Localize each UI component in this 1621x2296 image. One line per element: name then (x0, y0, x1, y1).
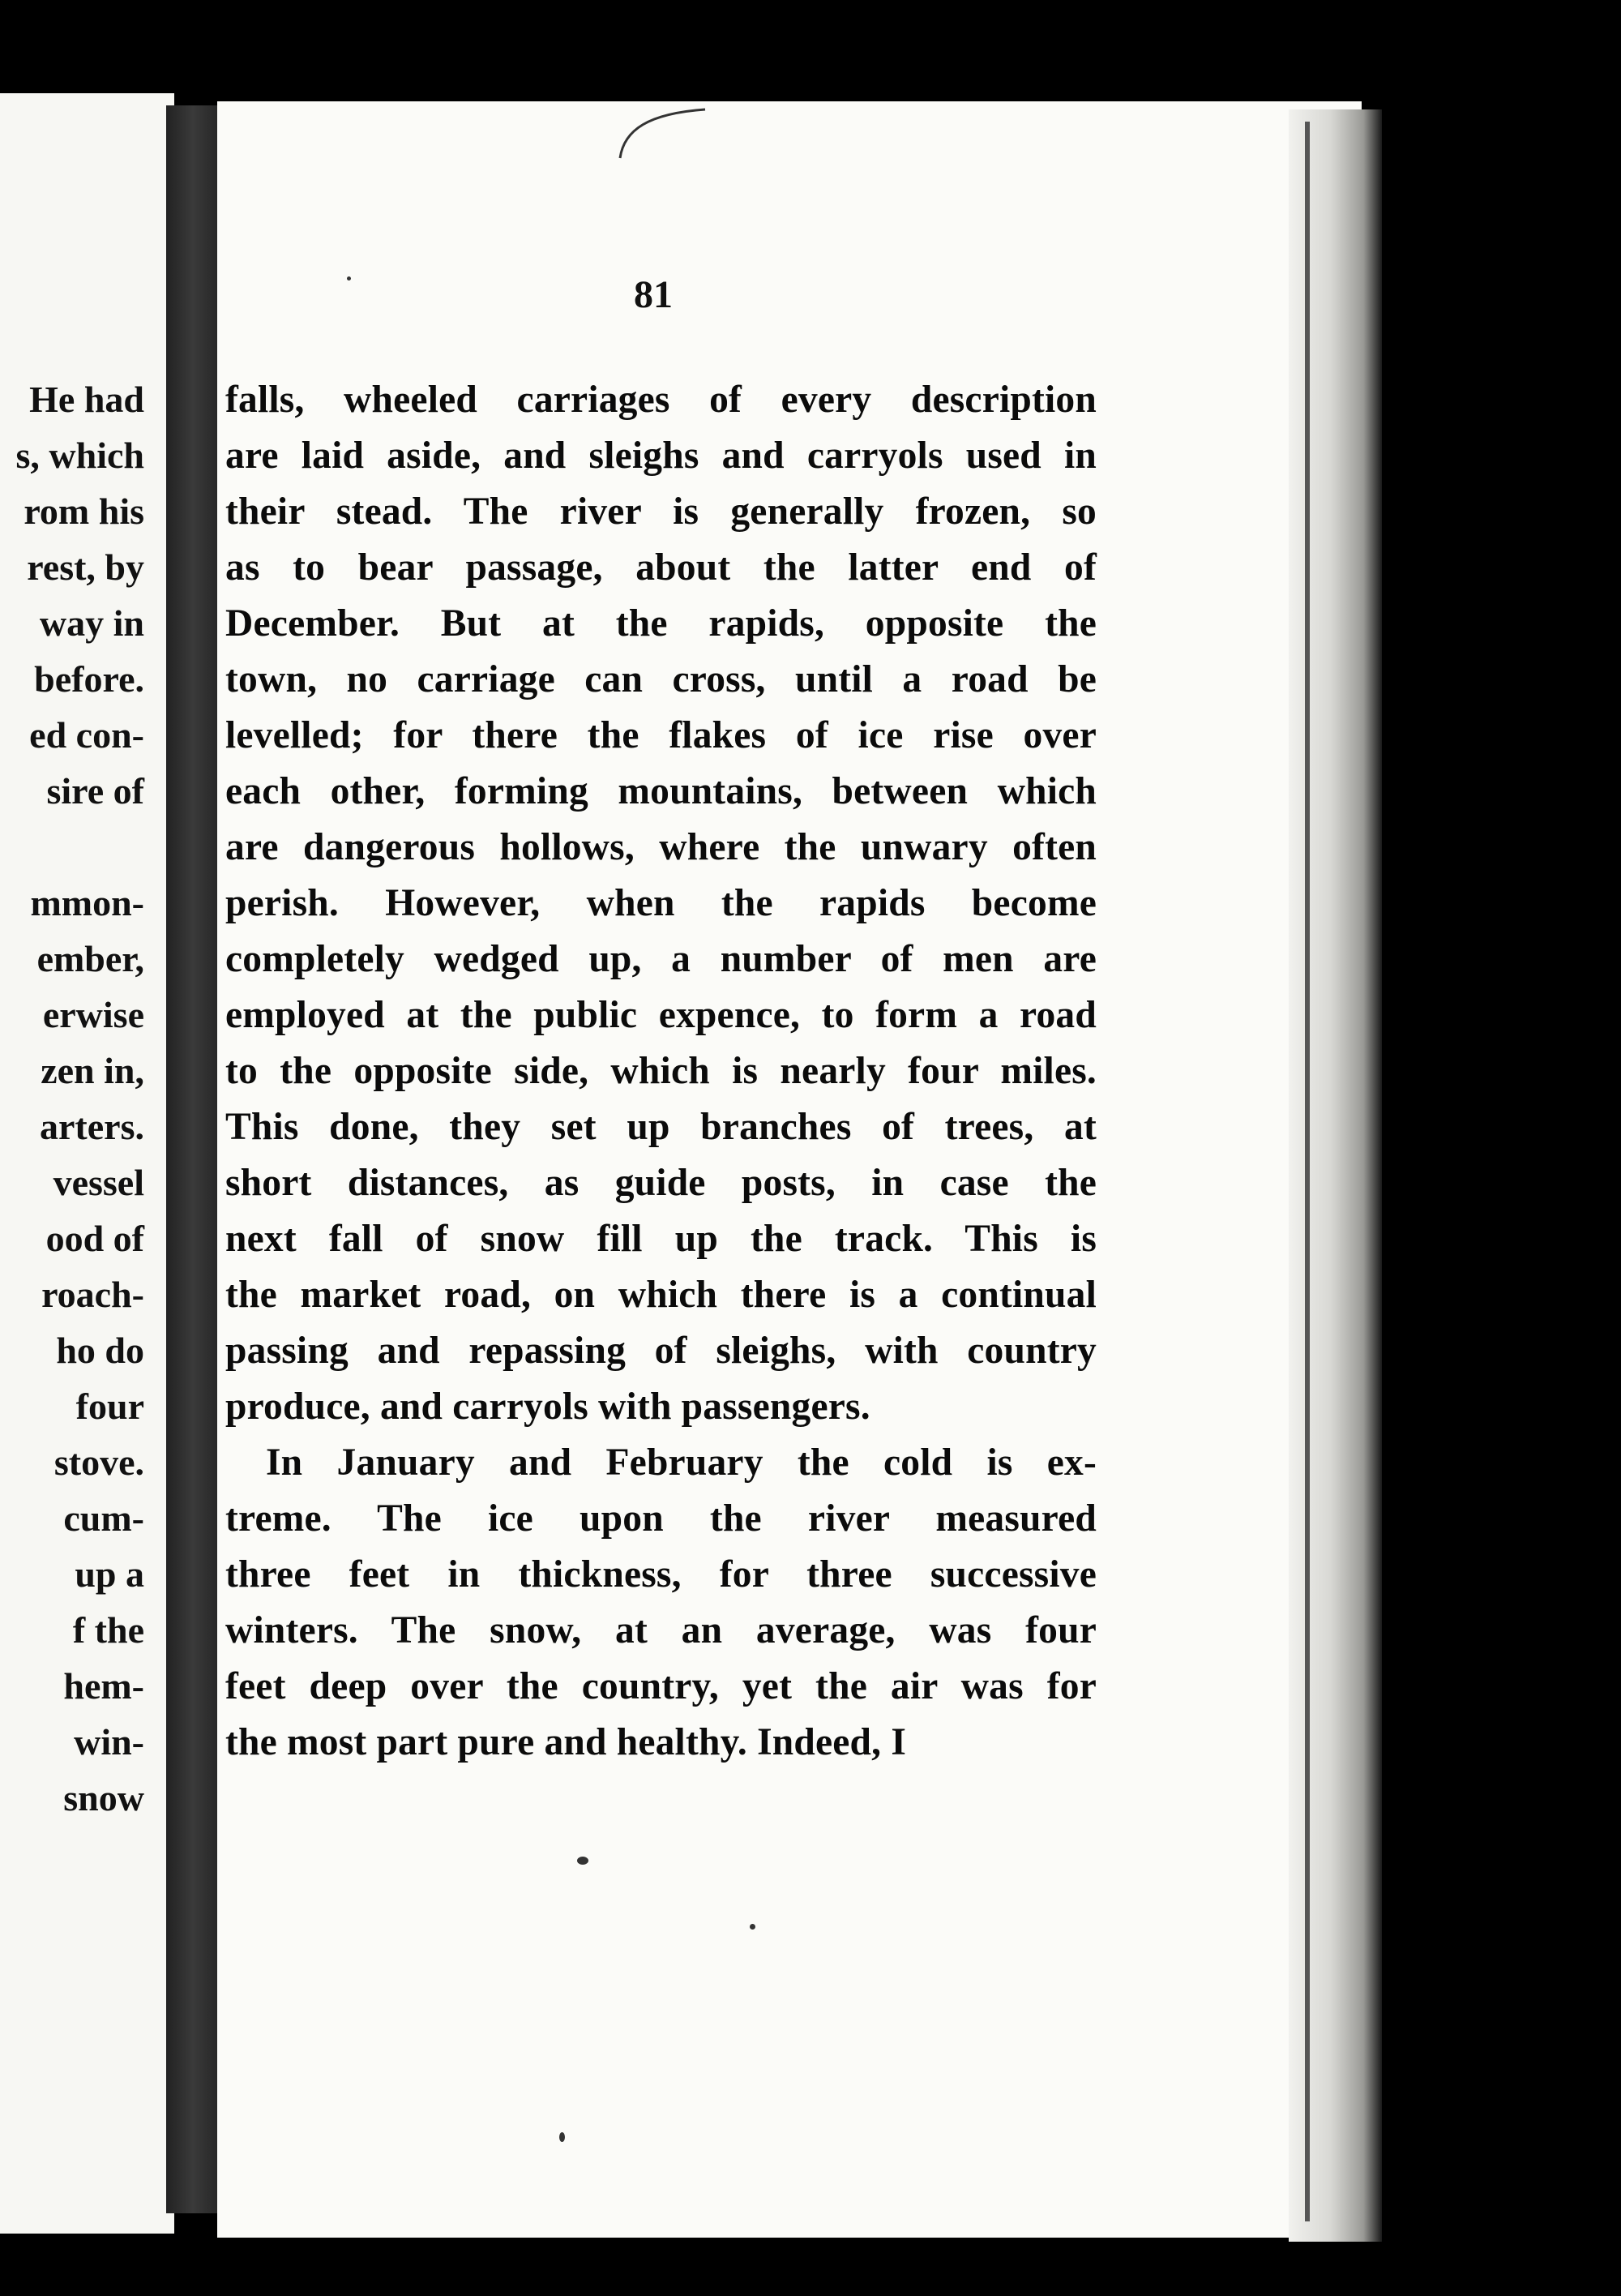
left-line: cum- (63, 1497, 144, 1539)
ink-speck (347, 276, 351, 281)
left-line: hem- (63, 1665, 144, 1707)
body-line: to the opposite side, which is nearly four miles. (225, 1050, 1097, 1092)
body-line: produce, and carryols with passengers. (225, 1386, 870, 1428)
left-line: stove. (53, 1441, 144, 1483)
ink-speck (559, 2132, 565, 2142)
left-line: win- (74, 1721, 144, 1763)
left-line: rom his (24, 490, 144, 532)
body-line: completely wedged up, a number of men are (225, 938, 1097, 980)
body-line: are laid aside, and sleighs and carryols used in (225, 435, 1097, 477)
left-line: roach- (41, 1274, 144, 1315)
body-line: passing and repassing of sleighs, with country (225, 1330, 1097, 1372)
body-line: In January and February the cold is ex- (266, 1441, 1097, 1484)
left-line: ember, (36, 938, 144, 979)
left-line: arters. (40, 1106, 144, 1147)
body-line: are dangerous hollows, where the unwary often (225, 826, 1097, 868)
left-line: up a (75, 1553, 144, 1595)
body-line: each other, forming mountains, between which (225, 770, 1097, 812)
left-line: snow (63, 1777, 144, 1818)
body-line: falls, wheeled carriages of every description (225, 379, 1097, 421)
left-line: ood of (45, 1218, 144, 1259)
left-line: erwise (42, 994, 144, 1035)
body-line: the market road, on which there is a continual (225, 1274, 1097, 1316)
ink-speck (577, 1857, 588, 1865)
body-line: winters. The snow, at an average, was four (225, 1609, 1097, 1651)
body-line: feet deep over the country, yet the air was for (225, 1665, 1097, 1707)
page-edge-shadow (1289, 109, 1382, 2242)
page-edge-line (1305, 122, 1310, 2221)
left-page (0, 93, 174, 2234)
left-line: mmon- (30, 882, 144, 923)
left-line: He had (29, 379, 144, 420)
left-line: zen in, (41, 1050, 144, 1091)
body-line: short distances, as guide posts, in case the (225, 1162, 1097, 1204)
ink-speck (750, 1924, 755, 1930)
body-line: levelled; for there the flakes of ice rise over (225, 714, 1097, 756)
left-line: ed con- (29, 714, 144, 756)
body-line: the most part pure and healthy. Indeed, I (225, 1721, 907, 1763)
left-line: four (75, 1386, 144, 1427)
body-line: as to bear passage, about the latter end of (225, 546, 1097, 589)
left-line: s, which (15, 435, 144, 476)
left-line: f the (72, 1609, 144, 1651)
body-line: treme. The ice upon the river measured (225, 1497, 1097, 1540)
body-line: three feet in thickness, for three successive (225, 1553, 1097, 1596)
body-line: next fall of snow fill up the track. This is (225, 1218, 1097, 1260)
left-line: way in (39, 602, 144, 644)
body-line: town, no carriage can cross, until a road be (225, 658, 1097, 700)
body-line: perish. However, when the rapids become (225, 882, 1097, 924)
left-line: before. (34, 658, 144, 700)
page-corner-crease (616, 105, 713, 162)
left-line: vessel (53, 1162, 144, 1203)
page-number: 81 (634, 273, 673, 316)
body-line: This done, they set up branches of trees, at (225, 1106, 1097, 1148)
left-line: rest, by (27, 546, 144, 588)
body-line: their stead. The river is generally frozen, so (225, 490, 1097, 533)
left-line: sire of (46, 770, 144, 812)
body-line: December. But at the rapids, opposite the (225, 602, 1097, 645)
body-line: employed at the public expence, to form a road (225, 994, 1097, 1036)
left-line: ho do (56, 1330, 144, 1371)
